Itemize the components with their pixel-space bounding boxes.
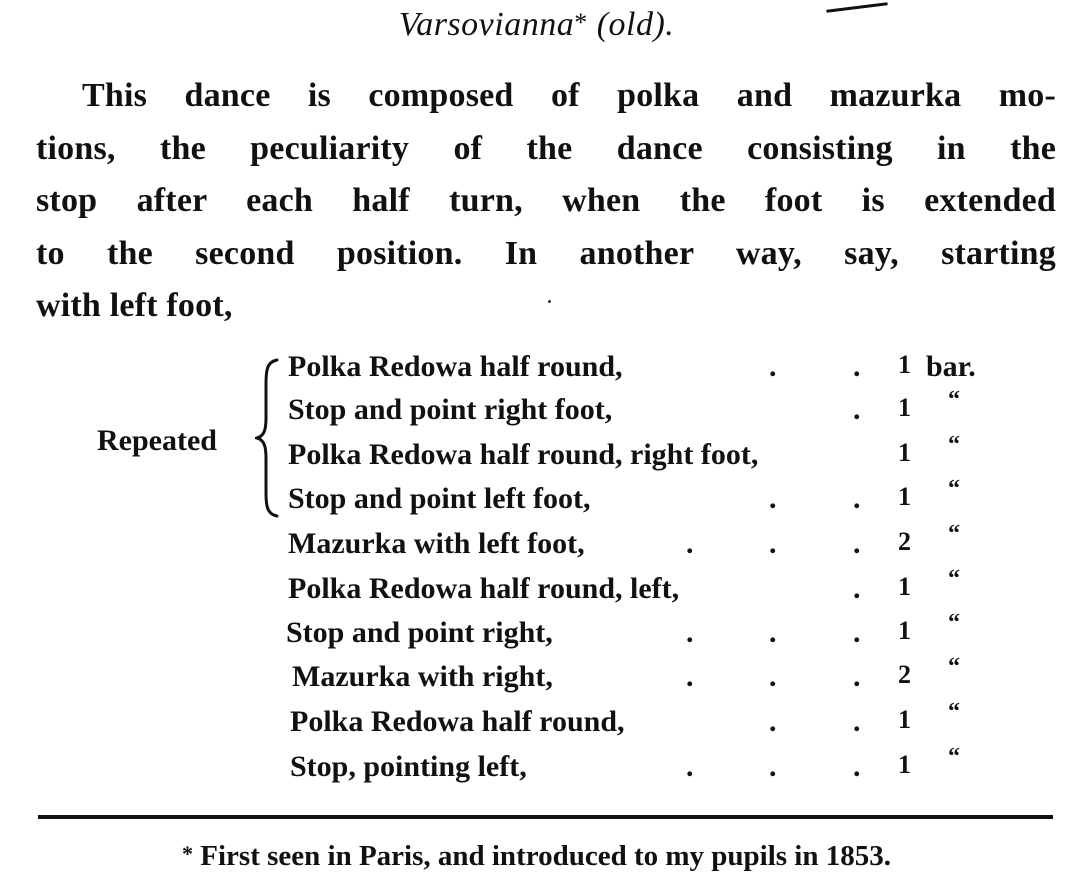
ditto-mark: “ xyxy=(948,744,960,770)
leader-dot: . xyxy=(853,350,861,383)
footnote-rule xyxy=(38,815,1053,819)
leader-dot: . xyxy=(853,572,861,605)
leader-dot: . xyxy=(686,616,694,649)
step-row xyxy=(0,610,1073,660)
step-count: 1 xyxy=(898,350,911,379)
ditto-mark: “ xyxy=(948,654,960,680)
step-row xyxy=(0,521,1073,571)
ditto-mark: “ xyxy=(948,476,960,502)
step-label: Polka Redowa half round, xyxy=(288,350,623,383)
ditto-mark: “ xyxy=(948,387,960,413)
ditto-mark: “ xyxy=(948,566,960,592)
step-count: 1 xyxy=(898,482,911,511)
paragraph-line: to the second position. In another way, say, starting xyxy=(36,234,1056,272)
leader-dot: . xyxy=(853,705,861,738)
footnote-star: * xyxy=(182,841,194,866)
stray-dot xyxy=(548,300,551,303)
step-row xyxy=(0,387,1073,437)
body-paragraph xyxy=(36,70,1056,333)
step-label: Stop, pointing left, xyxy=(290,750,527,783)
step-count: 1 xyxy=(898,705,911,734)
step-unit: bar. xyxy=(926,350,976,383)
paragraph-line: with left foot, xyxy=(36,287,233,324)
leader-dot: . xyxy=(769,660,777,693)
ditto-mark: “ xyxy=(948,521,960,547)
leader-dot: . xyxy=(853,660,861,693)
step-row xyxy=(0,432,1073,482)
ditto-mark: “ xyxy=(948,610,960,636)
leader-dot: . xyxy=(769,527,777,560)
leader-dot: . xyxy=(769,616,777,649)
step-row xyxy=(0,476,1073,526)
paragraph-line: stop after each half turn, when the foot is extended xyxy=(36,182,1056,219)
step-count: 1 xyxy=(898,572,911,601)
step-row xyxy=(0,654,1073,704)
step-count: 2 xyxy=(898,527,911,556)
step-label: Stop and point left foot, xyxy=(288,482,591,515)
step-label: Stop and point right, xyxy=(286,616,553,649)
leader-dot: . xyxy=(769,750,777,783)
step-count: 1 xyxy=(898,393,911,422)
ditto-mark: “ xyxy=(948,699,960,725)
step-label: Polka Redowa half round, xyxy=(290,705,625,738)
title-text: Varsovianna xyxy=(398,6,575,43)
leader-dot: . xyxy=(853,482,861,515)
step-count: 1 xyxy=(898,616,911,645)
step-label: Mazurka with left foot, xyxy=(288,527,585,560)
title-suffix: (old). xyxy=(596,6,675,43)
paragraph-line: tions, the peculiarity of the dance consisting in the xyxy=(36,129,1056,167)
step-row xyxy=(0,744,1073,794)
paragraph-line: This dance is composed of polka and mazurka mo- xyxy=(82,77,1056,114)
leader-dot: . xyxy=(686,660,694,693)
step-row xyxy=(0,699,1073,749)
step-row xyxy=(0,350,1073,394)
ditto-mark: “ xyxy=(948,432,960,458)
repeated-label: Repeated xyxy=(97,424,217,457)
leader-dot: . xyxy=(853,616,861,649)
footnote-text: First seen in Paris, and introduced to my pupils in 1853. xyxy=(200,840,891,872)
step-row xyxy=(0,566,1073,616)
leader-dot: . xyxy=(853,750,861,783)
step-label: Stop and point right foot, xyxy=(288,393,613,426)
step-label: Mazurka with right, xyxy=(292,660,553,693)
leader-dot: . xyxy=(853,393,861,426)
step-label: Polka Redowa half round, left, xyxy=(288,572,680,605)
leader-dot: . xyxy=(769,705,777,738)
step-label: Polka Redowa half round, right foot, xyxy=(288,438,759,471)
step-count: 1 xyxy=(898,750,911,779)
step-count: 1 xyxy=(898,438,911,467)
leader-dot: . xyxy=(853,527,861,560)
leader-dot: . xyxy=(769,350,777,383)
leader-dot: . xyxy=(769,482,777,515)
page-title xyxy=(0,6,1073,44)
leader-dot: . xyxy=(686,527,694,560)
footnote-marker: * xyxy=(574,8,588,37)
step-count: 2 xyxy=(898,660,911,689)
leader-dot: . xyxy=(686,750,694,783)
footnote xyxy=(0,840,1073,873)
